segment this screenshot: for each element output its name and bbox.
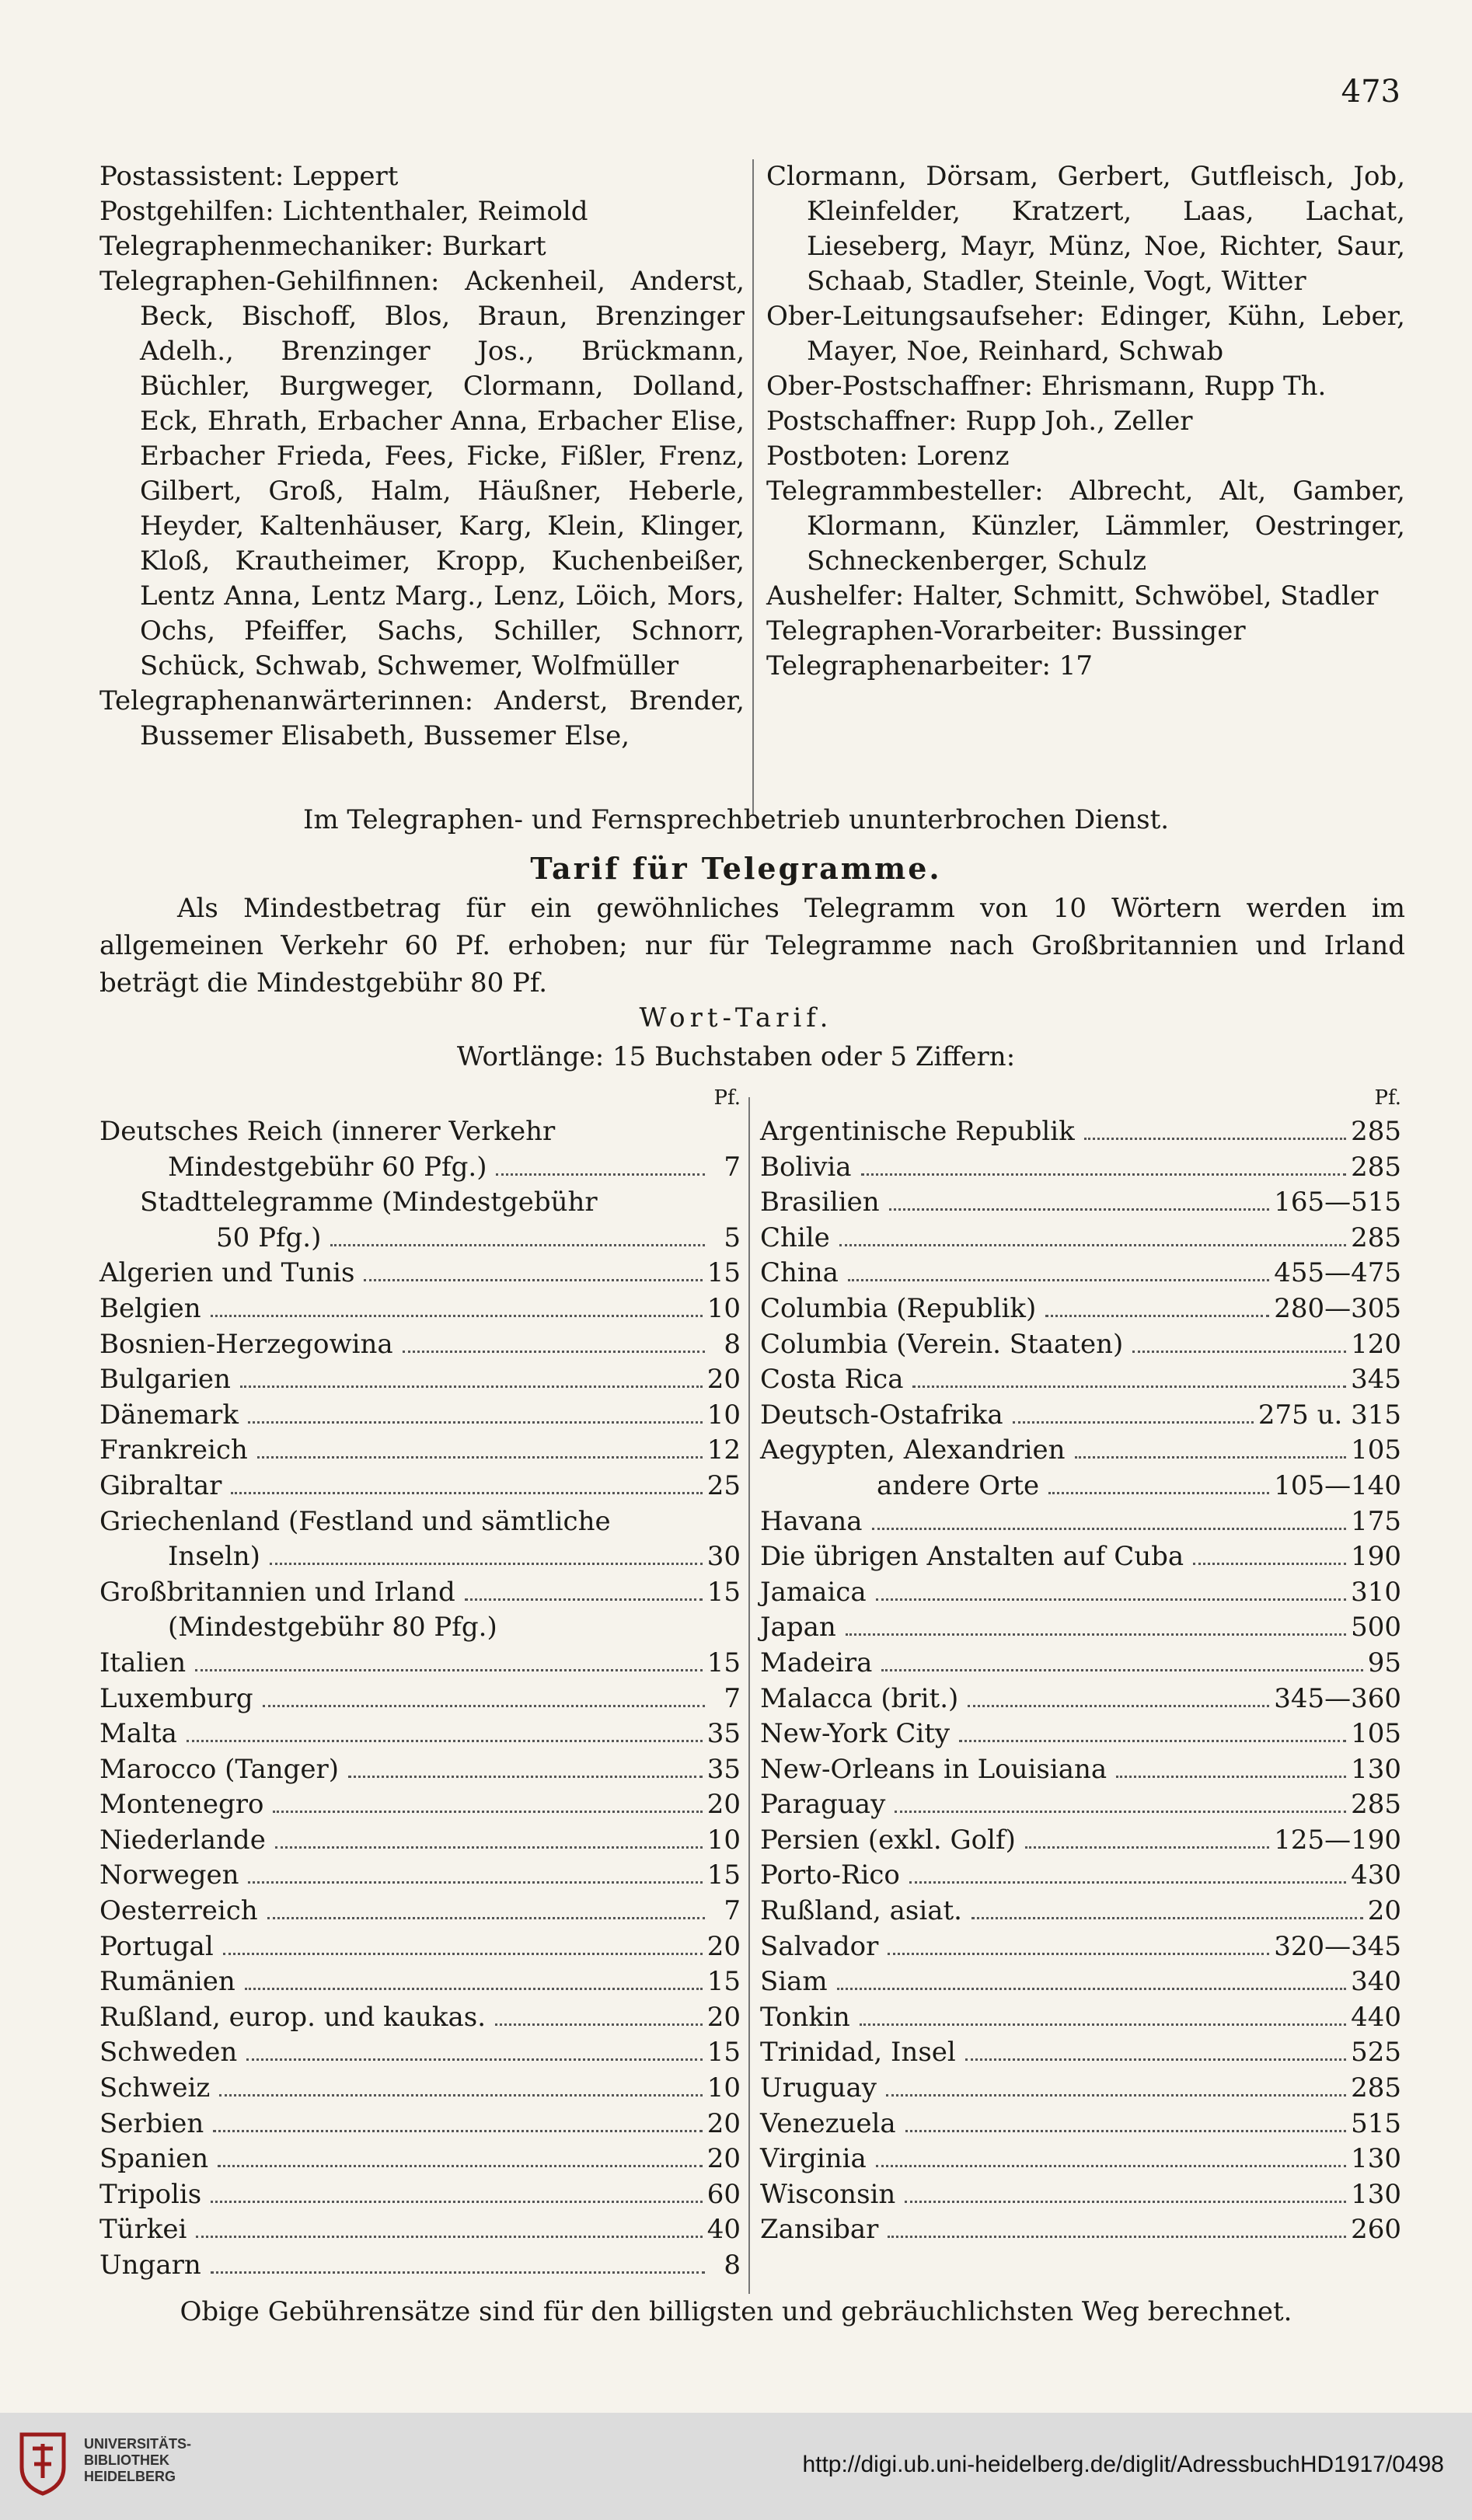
- leader-dots: [971, 1917, 1363, 1919]
- leader-dots: [218, 2165, 703, 2167]
- leader-dots: [846, 1633, 1346, 1636]
- rate-row: [760, 1504, 1401, 1540]
- rate-destination: Mindestgebühr 60 Pfg.): [99, 1150, 491, 1186]
- leader-dots: [860, 2023, 1346, 2026]
- staff-entry: Telegraphen-Gehilfinnen: Ackenheil, Anderst, Beck, Bischoff, Blos, Braun, Brenzinger Adelh., Brenzinger Jos., Brückmann, Büchler, Burgweger, Clormann, Dolland, Eck, Ehrath, Erbacher Anna, Erbacher Elise, Erbacher Frieda, Fees, Ficke, Fißler, Frenz, Gilbert, Groß, Halm, Häußner, Heberle, Heyder, Kaltenhäuser, Karg, Klein, Klinger, Kloß, Krautheimer, Kropp, Kuchenbeißer, Lentz Anna, Lentz Marg., Lenz, Löich, Mors, Ochs, Pfeiffer, Sachs, Schiller, Schnorr, Schück, Schwab, Schwemer, Wolfmüller: [99, 266, 745, 681]
- rate-value: 15: [706, 1257, 741, 1289]
- rate-destination: Deutsch-Ostafrika: [760, 1398, 1008, 1434]
- rate-row: [760, 1682, 1401, 1717]
- rate-value: 275 u. 315: [1257, 1399, 1401, 1431]
- staff-entry: Telegrammbesteller: Albrecht, Alt, Gamber, Klormann, Künzler, Lämmler, Oestringer, Schneckenberger, Schulz: [766, 476, 1405, 577]
- leader-dots: [465, 1598, 703, 1601]
- rate-value: 35: [706, 1753, 741, 1785]
- rate-value: 20: [706, 1930, 741, 1962]
- rate-row: [99, 1610, 741, 1646]
- rate-row: [99, 1894, 741, 1929]
- rate-value: 310: [1351, 1576, 1401, 1608]
- rate-value: 190: [1351, 1541, 1401, 1573]
- university-seal-icon: [16, 2430, 70, 2497]
- leader-dots: [886, 2094, 1346, 2097]
- rate-destination: Frankreich: [99, 1433, 253, 1469]
- rate-row: [760, 1327, 1401, 1363]
- rate-value: 15: [706, 2037, 741, 2069]
- leader-dots: [861, 1173, 1347, 1176]
- rate-destination: Griechenland (Festland und sämtliche: [99, 1504, 616, 1540]
- leader-dots: [905, 2201, 1346, 2203]
- leader-dots: [889, 1208, 1270, 1211]
- rate-column-right: [760, 1082, 1401, 2248]
- leader-dots: [837, 1988, 1346, 1990]
- rate-row: [99, 1221, 741, 1257]
- rate-destination: Rumänien: [99, 1964, 240, 2000]
- rate-row: [99, 1575, 741, 1611]
- rate-value: 15: [706, 1647, 741, 1678]
- rate-value: 15: [706, 1576, 741, 1608]
- staff-entry: Postschaffner: Rupp Joh., Zeller: [766, 406, 1193, 437]
- staff-entry: Ober-Leitungsaufseher: Edinger, Kühn, Leber, Mayer, Noe, Reinhard, Schwab: [766, 301, 1405, 367]
- leader-dots: [196, 2236, 702, 2238]
- rate-destination: Siam: [760, 1964, 832, 2000]
- rate-destination: Serbien: [99, 2107, 208, 2142]
- leader-dots: [257, 1456, 703, 1459]
- rate-destination: New-York City: [760, 1717, 954, 1752]
- staff-entry: Telegraphen-Vorarbeiter: Bussinger: [766, 615, 1246, 647]
- rate-destination: Großbritannien und Irland: [99, 1575, 460, 1611]
- rate-destination: Portugal: [99, 1929, 218, 1965]
- rate-row: [760, 1256, 1401, 1291]
- rate-row: [99, 2071, 741, 2107]
- rate-value: 130: [1351, 2178, 1401, 2210]
- rate-destination: Belgien: [99, 1291, 206, 1327]
- rate-value: 105: [1351, 1718, 1401, 1750]
- leader-dots: [496, 1173, 705, 1176]
- rate-value: 285: [1351, 2072, 1401, 2104]
- leader-dots: [195, 1669, 703, 1671]
- leader-dots: [273, 1811, 702, 1813]
- library-name-line: HEIDELBERG: [84, 2469, 176, 2484]
- rate-destination: 50 Pfg.): [99, 1221, 326, 1257]
- staff-entry: Clormann, Dörsam, Gerbert, Gutfleisch, Job, Kleinfelder, Kratzert, Laas, Lachat, Lieseberg, Mayr, Münz, Noe, Richter, Saur, Schaab, Stadler, Steinle, Vogt, Witter: [766, 161, 1405, 297]
- leader-dots: [965, 2058, 1346, 2061]
- rate-row: [99, 2107, 741, 2142]
- rate-destination: Bolivia: [760, 1150, 856, 1186]
- rate-value: 500: [1351, 1612, 1401, 1643]
- rate-value: 15: [706, 1860, 741, 1891]
- rate-destination: Porto-Rico: [760, 1858, 905, 1894]
- rate-column-left: [99, 1082, 741, 2284]
- rate-destination: Schweiz: [99, 2071, 215, 2107]
- rate-destination: Madeira: [760, 1646, 877, 1682]
- rate-destination: Columbia (Verein. Staaten): [760, 1327, 1128, 1363]
- rate-destination: Bosnien-Herzegowina: [99, 1327, 398, 1363]
- rate-row: [99, 1256, 741, 1291]
- rate-value: 105—140: [1274, 1469, 1401, 1501]
- rate-row: [760, 2000, 1401, 2036]
- rate-value: 345—360: [1274, 1682, 1401, 1714]
- rate-value: 340: [1351, 1966, 1401, 1998]
- rate-row: [99, 1398, 741, 1434]
- rate-destination: Türkei: [99, 2212, 191, 2248]
- rate-value: 320—345: [1274, 1930, 1401, 1962]
- rate-value: 285: [1351, 1789, 1401, 1821]
- leader-dots: [231, 1492, 702, 1494]
- leader-dots: [848, 1279, 1269, 1281]
- rate-destination: Uruguay: [760, 2071, 881, 2107]
- rate-value: 7: [724, 1895, 741, 1927]
- leader-dots: [211, 1315, 703, 1317]
- rate-row: [99, 1469, 741, 1504]
- rate-destination: Tonkin: [760, 2000, 855, 2036]
- leader-dots: [248, 1881, 702, 1884]
- leader-dots: [1025, 1846, 1269, 1849]
- rate-value: 20: [1367, 1895, 1401, 1927]
- rate-destination: Columbia (Republik): [760, 1291, 1041, 1327]
- rate-value: 125—190: [1274, 1824, 1401, 1856]
- rate-destination: Die übrigen Anstalten auf Cuba: [760, 1539, 1188, 1575]
- rate-destination: Norwegen: [99, 1858, 243, 1894]
- leader-dots: [959, 1740, 1346, 1742]
- rate-destination: Costa Rica: [760, 1362, 908, 1398]
- rate-row: [760, 1964, 1401, 2000]
- rate-value: 7: [724, 1151, 741, 1183]
- rate-value: 345: [1351, 1364, 1401, 1396]
- leader-dots: [968, 1705, 1269, 1707]
- staff-listing: [99, 159, 1405, 816]
- rate-row: [760, 1539, 1401, 1575]
- rate-row: [760, 1575, 1401, 1611]
- rate-destination: Persien (exkl. Golf): [760, 1823, 1020, 1859]
- rate-destination: Niederlande: [99, 1823, 270, 1859]
- rate-value: 120: [1351, 1328, 1401, 1360]
- rate-row: [99, 1150, 741, 1186]
- leader-dots: [1116, 1776, 1346, 1778]
- leader-dots: [888, 2236, 1346, 2238]
- source-url-link[interactable]: http://digi.ub.uni-heidelberg.de/diglit/AdressbuchHD1917/0498: [802, 2452, 1444, 2477]
- rate-row: [760, 1291, 1401, 1327]
- rate-value: 280—305: [1274, 1292, 1401, 1324]
- rate-destination: Luxemburg: [99, 1682, 258, 1717]
- leader-dots: [1075, 1456, 1347, 1459]
- rate-value: 130: [1351, 1753, 1401, 1785]
- viewer-bottom-bar: [0, 2413, 1472, 2520]
- rate-value: 430: [1351, 1860, 1401, 1891]
- rate-row: [99, 1646, 741, 1682]
- rate-destination: Brasilien: [760, 1185, 884, 1221]
- staff-entry: Telegraphenanwärterinnen: Anderst, Brender, Bussemer Elisabeth, Bussemer Else,: [99, 685, 745, 751]
- rate-destination: Rußland, europ. und kaukas.: [99, 2000, 490, 2036]
- rate-destination: Bulgarien: [99, 1362, 235, 1398]
- rate-destination: Inseln): [99, 1539, 265, 1575]
- rate-row: [760, 1114, 1401, 1150]
- rate-row: [99, 2142, 741, 2177]
- staff-entry: Postboten: Lorenz: [766, 441, 1010, 472]
- rate-row: [99, 1823, 741, 1859]
- rate-row: [760, 2142, 1401, 2177]
- rate-row: [760, 1433, 1401, 1469]
- leader-dots: [267, 1917, 705, 1919]
- rate-row: [99, 1114, 741, 1150]
- rate-destination: Oesterreich: [99, 1894, 263, 1929]
- rate-row: [99, 2212, 741, 2248]
- leader-dots: [876, 2165, 1346, 2167]
- footer-note: Obige Gebührensätze sind für den billigsten und gebräuchlichsten Weg berechnet.: [180, 2296, 1292, 2327]
- rate-row: [99, 1752, 741, 1788]
- rate-row: [760, 2177, 1401, 2213]
- rate-row: [99, 2000, 741, 2036]
- rate-row: [99, 1717, 741, 1752]
- leader-dots: [248, 1421, 703, 1424]
- leader-dots: [245, 1988, 703, 1990]
- rate-row: [99, 2177, 741, 2213]
- leader-dots: [888, 1953, 1269, 1955]
- rate-value: 10: [706, 1824, 741, 1856]
- rate-destination: Stadttelegramme (Mindestgebühr: [99, 1185, 602, 1221]
- library-name: [84, 2436, 191, 2485]
- word-length-note: Wortlänge: 15 Buchstaben oder 5 Ziffern:: [456, 1041, 1016, 1072]
- rate-destination: Malacca (brit.): [760, 1682, 963, 1717]
- rate-row: [99, 1929, 741, 1965]
- column-divider: [752, 159, 754, 816]
- rate-row: [99, 1858, 741, 1894]
- rate-row: [99, 1539, 741, 1575]
- rate-value: 12: [706, 1434, 741, 1466]
- leader-dots: [1013, 1421, 1254, 1424]
- rate-row: [760, 1221, 1401, 1257]
- leader-dots: [909, 1881, 1346, 1884]
- tariff-heading: Tarif für Telegramme.: [530, 851, 942, 886]
- staff-entry: Ober-Postschaffner: Ehrismann, Rupp Th.: [766, 371, 1327, 402]
- rate-row: [760, 1858, 1401, 1894]
- rate-destination: Japan: [760, 1610, 841, 1646]
- rate-destination: Virginia: [760, 2142, 871, 2177]
- staff-entry: Telegraphenmechaniker: Burkart: [99, 231, 546, 262]
- leader-dots: [211, 2201, 702, 2203]
- rate-value: 455—475: [1274, 1257, 1401, 1289]
- rate-value: 285: [1351, 1222, 1401, 1253]
- rate-value: 8: [724, 2250, 741, 2281]
- leader-dots: [1132, 1351, 1346, 1353]
- rate-value: 10: [706, 1292, 741, 1324]
- rate-destination: Rußland, asiat.: [760, 1894, 967, 1929]
- rate-value: 7: [724, 1682, 741, 1714]
- library-name-line: UNIVERSITÄTS-: [84, 2436, 192, 2452]
- rate-row: [760, 1185, 1401, 1221]
- rate-row: [760, 1752, 1401, 1788]
- leader-dots: [1045, 1315, 1269, 1317]
- leader-dots: [246, 2058, 702, 2061]
- rate-value: 20: [706, 2107, 741, 2139]
- rate-destination: Deutsches Reich (innerer Verkehr: [99, 1114, 560, 1150]
- library-name-line: BIBLIOTHEK: [84, 2452, 169, 2468]
- rate-row: [760, 2212, 1401, 2248]
- rate-table: [99, 1082, 1405, 2294]
- leader-dots: [1193, 1563, 1346, 1565]
- rate-value: 25: [706, 1469, 741, 1501]
- rate-value: 515: [1351, 2107, 1401, 2139]
- rate-row: [760, 1823, 1401, 1859]
- leader-dots: [275, 1846, 703, 1849]
- rate-value: 20: [706, 2143, 741, 2175]
- leader-dots: [1048, 1492, 1269, 1494]
- rate-value: 8: [724, 1328, 741, 1360]
- rate-value: 20: [706, 1789, 741, 1821]
- rate-destination: Montenegro: [99, 1787, 268, 1823]
- rate-destination: Trinidad, Insel: [760, 2035, 961, 2071]
- rate-value: 285: [1351, 1116, 1401, 1147]
- rate-destination: Jamaica: [760, 1575, 871, 1611]
- rate-row: [760, 1787, 1401, 1823]
- rate-value: 285: [1351, 1151, 1401, 1183]
- rate-value: 40: [706, 2214, 741, 2246]
- leader-dots: [330, 1244, 705, 1246]
- rate-value: 60: [706, 2178, 741, 2210]
- leader-dots: [872, 1528, 1347, 1530]
- leader-dots: [364, 1279, 702, 1281]
- leader-dots: [270, 1563, 703, 1565]
- rate-list-left: [99, 1114, 741, 2284]
- leader-dots: [495, 2023, 703, 2026]
- rate-row: [760, 2035, 1401, 2071]
- rate-value: 30: [706, 1541, 741, 1573]
- staff-entry: Telegraphenarbeiter: 17: [766, 650, 1093, 681]
- rate-destination: Argentinische Republik: [760, 1114, 1080, 1150]
- leader-dots: [1084, 1138, 1346, 1140]
- rate-row: [99, 1787, 741, 1823]
- rate-row: [760, 1646, 1401, 1682]
- staff-column-right: [766, 159, 1405, 684]
- rate-row: [99, 1433, 741, 1469]
- rate-list-right: [760, 1114, 1401, 2248]
- tariff-intro: Als Mindestbetrag für ein gewöhnliches Telegramm von 10 Wörtern werden im allgemeinen Verkehr 60 Pf. erhoben; nur für Telegramme nach Großbritannien und Irland beträgt die Mindestgebühr 80 Pf.: [99, 893, 1405, 999]
- rate-destination: andere Orte: [760, 1469, 1044, 1504]
- unit-header: Pf.: [713, 1086, 741, 1110]
- staff-column-left: [99, 159, 745, 754]
- rate-value: 175: [1351, 1505, 1401, 1537]
- rate-row: [760, 1398, 1401, 1434]
- rate-destination: Wisconsin: [760, 2177, 900, 2213]
- rate-destination: Zansibar: [760, 2212, 883, 2248]
- rate-row: [760, 1717, 1401, 1752]
- leader-dots: [839, 1244, 1346, 1246]
- word-tariff-heading: Wort-Tarif.: [639, 1002, 833, 1033]
- leader-dots: [905, 2130, 1346, 2132]
- leader-dots: [211, 2271, 705, 2274]
- rate-row: [99, 1682, 741, 1717]
- rate-destination: Ungarn: [99, 2248, 206, 2284]
- rate-value: 35: [706, 1718, 741, 1750]
- column-divider: [748, 1097, 750, 2294]
- rate-row: [760, 1610, 1401, 1646]
- leader-dots: [876, 1598, 1346, 1601]
- rate-value: 10: [706, 2072, 741, 2104]
- rate-destination: (Mindestgebühr 80 Pfg.): [99, 1610, 502, 1646]
- leader-dots: [213, 2130, 702, 2132]
- rate-destination: Havana: [760, 1504, 867, 1540]
- rate-row: [99, 1185, 741, 1221]
- rate-row: [99, 2035, 741, 2071]
- rate-destination: Spanien: [99, 2142, 213, 2177]
- leader-dots: [187, 1740, 703, 1742]
- rate-row: [760, 1150, 1401, 1186]
- rate-row: [99, 1327, 741, 1363]
- rate-value: 525: [1351, 2037, 1401, 2069]
- rate-row: [760, 1362, 1401, 1398]
- service-note: Im Telegraphen- und Fernsprechbetrieb ununterbrochen Dienst.: [302, 804, 1170, 835]
- rate-row: [99, 1362, 741, 1398]
- rate-row: [760, 2071, 1401, 2107]
- rate-row: [760, 1894, 1401, 1929]
- staff-entry: Postgehilfen: Lichtenthaler, Reimold: [99, 196, 588, 227]
- leader-dots: [895, 1811, 1346, 1813]
- rate-destination: Dänemark: [99, 1398, 243, 1434]
- leader-dots: [219, 2094, 702, 2097]
- leader-dots: [263, 1705, 705, 1707]
- rate-destination: Paraguay: [760, 1787, 890, 1823]
- leader-dots: [223, 1953, 703, 1955]
- leader-dots: [348, 1776, 703, 1778]
- rate-value: 95: [1367, 1647, 1401, 1678]
- rate-row: [760, 1469, 1401, 1504]
- staff-entry: Aushelfer: Halter, Schmitt, Schwöbel, Stadler: [766, 580, 1379, 612]
- rate-value: 130: [1351, 2143, 1401, 2175]
- rate-destination: Chile: [760, 1221, 835, 1257]
- leader-dots: [240, 1385, 703, 1388]
- rate-value: 260: [1351, 2214, 1401, 2246]
- rate-value: 20: [706, 2001, 741, 2033]
- rate-destination: Salvador: [760, 1929, 883, 1965]
- rate-row: [99, 1291, 741, 1327]
- rate-value: 440: [1351, 2001, 1401, 2033]
- rate-destination: Italien: [99, 1646, 190, 1682]
- unit-header: Pf.: [1374, 1086, 1401, 1110]
- rate-value: 10: [706, 1399, 741, 1431]
- leader-dots: [912, 1385, 1346, 1388]
- rate-row: [99, 1504, 741, 1540]
- rate-row: [760, 1929, 1401, 1965]
- rate-destination: Schweden: [99, 2035, 242, 2071]
- rate-destination: Malta: [99, 1717, 182, 1752]
- rate-destination: Marocco (Tanger): [99, 1752, 344, 1788]
- rate-row: [99, 2248, 741, 2284]
- rate-value: 20: [706, 1364, 741, 1396]
- rate-row: [99, 1964, 741, 2000]
- page-number: 473: [1341, 74, 1400, 110]
- rate-destination: Aegypten, Alexandrien: [760, 1433, 1070, 1469]
- rate-value: 165—515: [1274, 1187, 1401, 1218]
- leader-dots: [403, 1351, 705, 1353]
- leader-dots: [881, 1669, 1362, 1671]
- rate-destination: Gibraltar: [99, 1469, 226, 1504]
- rate-value: 5: [724, 1222, 741, 1253]
- rate-destination: Tripolis: [99, 2177, 206, 2213]
- rate-destination: New-Orleans in Louisiana: [760, 1752, 1111, 1788]
- rate-value: 15: [706, 1966, 741, 1998]
- staff-entry: Postassistent: Leppert: [99, 161, 399, 192]
- rate-destination: China: [760, 1256, 843, 1291]
- rate-value: 105: [1351, 1434, 1401, 1466]
- rate-destination: Venezuela: [760, 2107, 901, 2142]
- rate-row: [760, 2107, 1401, 2142]
- rate-destination: Algerien und Tunis: [99, 1256, 359, 1291]
